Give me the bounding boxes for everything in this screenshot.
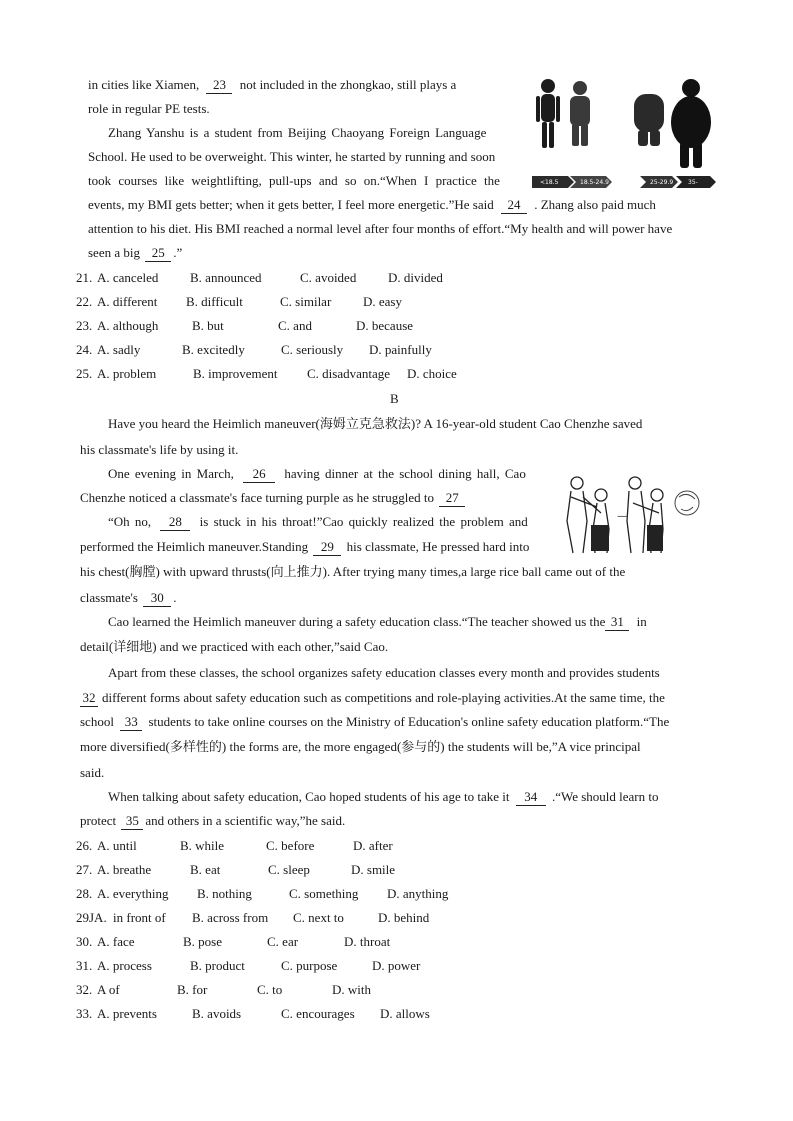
blank-30: 30 (143, 590, 171, 607)
option-c: C. and (278, 318, 312, 333)
passage-a-line-8: seen a big 25 .” (88, 245, 183, 260)
question-number: 26. (76, 838, 93, 853)
bmi-label-3: 25-29.9 (650, 179, 674, 186)
option-b: B. excitedly (182, 342, 245, 357)
passage-b-line-14: more diversified(多样性的) the forms are, the more engaged(参与的) the students will be,”A vice principal (80, 739, 641, 754)
question-number: 23. (76, 318, 93, 333)
question-number: 29JA. (76, 910, 107, 925)
passage-a-line-1: in cities like Xiamen, 23 not included in the zhongkao, still plays a (88, 77, 457, 92)
option-b: B. improvement (193, 366, 278, 381)
option-b: B. across from (192, 910, 269, 925)
section-b-heading: B (390, 391, 399, 406)
option-d: D. painfully (369, 342, 432, 357)
option-a: A. breathe (97, 862, 152, 877)
passage-b-line-16: When talking about safety education, Cao hoped students of his age to take it 34 .“We should learn to (108, 789, 659, 804)
bmi-label-4: 35- (688, 179, 698, 186)
option-b: B. pose (183, 934, 222, 949)
passage-b-line-2: his classmate's life by using it. (80, 442, 239, 457)
blank-35: 35 (121, 813, 143, 830)
option-c: C. sleep (268, 862, 310, 877)
svg-text:—: — (617, 511, 627, 522)
bmi-label-1: <18.5 (540, 179, 559, 186)
option-d: D. smile (351, 862, 396, 877)
passage-a-line-5: took courses like weightlifting, pull-ups and so on.“When I practice the (88, 173, 500, 188)
option-a: A. face (97, 934, 135, 949)
blank-29: 29 (313, 539, 341, 556)
option-d: D. allows (380, 1006, 430, 1021)
passage-b-line-5: “Oh no, 28 is stuck in his throat!”Cao quickly realized the problem and (108, 514, 528, 529)
option-c: C. purpose (281, 958, 338, 973)
option-d: D. after (353, 838, 393, 853)
passage-b-line-1: Have you heard the Heimlich maneuver(海姆立克急救法)? A 16-year-old student Cao Chenzhe saved (108, 416, 643, 431)
option-c: C. to (257, 982, 283, 997)
option-c: C. similar (280, 294, 332, 309)
option-c: C. encourages (281, 1006, 355, 1021)
question-number: 31. (76, 958, 93, 973)
option-c: C. next to (293, 910, 344, 925)
bmi-label-2: 18.5-24.9 (580, 179, 609, 186)
option-a: A. prevents (97, 1006, 157, 1021)
passage-b-line-3: One evening in March, 26 having dinner at the school dining hall, Cao (108, 466, 526, 481)
option-b: B. but (192, 318, 224, 333)
passage-b-line-9: Cao learned the Heimlich maneuver during a safety education class.“The teacher showed us the 31 in (108, 614, 647, 629)
option-c: C. ear (267, 934, 299, 949)
option-c: C. disadvantage (307, 366, 391, 381)
option-d: D. with (332, 982, 371, 997)
question-number: 33. (76, 1006, 93, 1021)
option-a: in front of (113, 910, 166, 925)
option-a: A. everything (97, 886, 169, 901)
option-b: B. announced (190, 270, 262, 285)
option-d: D. because (356, 318, 414, 333)
question-number: 24. (76, 342, 93, 357)
bmi-body-shapes-image (530, 74, 720, 194)
passage-b-line-4: Chenzhe noticed a classmate's face turning purple as he struggled to 27 (80, 490, 467, 507)
question-number: 21. (76, 270, 93, 285)
option-b: B. nothing (197, 886, 252, 901)
option-b: B. while (180, 838, 225, 853)
passage-a-line-4: School. He used to be overweight. This winter, he started by running and soon (88, 149, 496, 164)
option-a: A. until (97, 838, 137, 853)
passage-b-line-15: said. (80, 765, 105, 780)
passage-a-line-6: events, my BMI gets better; when it gets better, I feel more energetic.”He said 24 . Zhang also paid much (88, 197, 656, 212)
option-a: A. sadly (97, 342, 141, 357)
passage-b-line-10: detail(详细地) and we practiced with each other,”said Cao. (80, 639, 389, 654)
option-c: C. avoided (300, 270, 357, 285)
passage-b-line-17: protect 35 and others in a scientific way,”he said. (80, 813, 346, 828)
question-number: 27. (76, 862, 93, 877)
passage-b-line-8: classmate's 30 . (80, 590, 177, 605)
passage-b-line-6: performed the Heimlich maneuver.Standing 29 his classmate, He pressed hard into (80, 539, 530, 554)
blank-26: 26 (243, 466, 275, 483)
option-b: B. product (190, 958, 245, 973)
passage-b-line-11: Apart from these classes, the school organizes safety education classes every month and provides students (108, 665, 660, 680)
passage-a-line-2: role in regular PE tests. (88, 101, 210, 116)
blank-31: 31 (605, 614, 629, 631)
option-b: B. difficult (186, 294, 243, 309)
blank-24: 24 (501, 197, 527, 214)
blank-27: 27 (439, 490, 465, 507)
option-d: D. easy (363, 294, 402, 309)
option-c: C. seriously (281, 342, 344, 357)
option-d: D. choice (407, 366, 457, 381)
passage-a-line-7: attention to his diet. His BMI reached a normal level after four months of effort.“My health and will power have (88, 221, 673, 236)
option-a: A. problem (97, 366, 157, 381)
passage-a-line-3: Zhang Yanshu is a student from Beijing Chaoyang Foreign Language (108, 125, 487, 140)
blank-34: 34 (516, 789, 546, 806)
option-d: D. throat (344, 934, 391, 949)
option-d: D. divided (388, 270, 443, 285)
blank-33: 33 (120, 714, 142, 731)
option-a: A. process (97, 958, 152, 973)
option-b: B. for (177, 982, 208, 997)
question-number: 30. (76, 934, 93, 949)
question-number: 25. (76, 366, 93, 381)
option-b: B. eat (190, 862, 221, 877)
passage-b-line-12: 32 different forms about safety education such as competitions and role-playing activities.At the same time, the (80, 690, 665, 707)
option-d: D. anything (387, 886, 449, 901)
option-a: A of (97, 982, 120, 997)
option-c: C. something (289, 886, 359, 901)
option-b: B. avoids (192, 1006, 242, 1021)
blank-25: 25 (145, 245, 171, 262)
blank-32: 32 (80, 690, 98, 707)
option-d: D. power (372, 958, 421, 973)
blank-28: 28 (160, 514, 190, 531)
heimlich-illustration (563, 473, 703, 557)
question-number: 28. (76, 886, 93, 901)
option-a: A. different (97, 294, 158, 309)
option-d: D. behind (378, 910, 430, 925)
option-a: A. although (97, 318, 159, 333)
passage-b-line-13: school 33 students to take online courses on the Ministry of Education's online safety education platform.“The (80, 714, 670, 729)
question-number: 22. (76, 294, 93, 309)
blank-23: 23 (206, 77, 232, 94)
option-c: C. before (266, 838, 315, 853)
passage-b-line-7: his chest(胸膛) with upward thrusts(向上推力). After trying many times,a large rice ball came out of the (80, 564, 626, 579)
option-a: A. canceled (97, 270, 159, 285)
question-number: 32. (76, 982, 93, 997)
